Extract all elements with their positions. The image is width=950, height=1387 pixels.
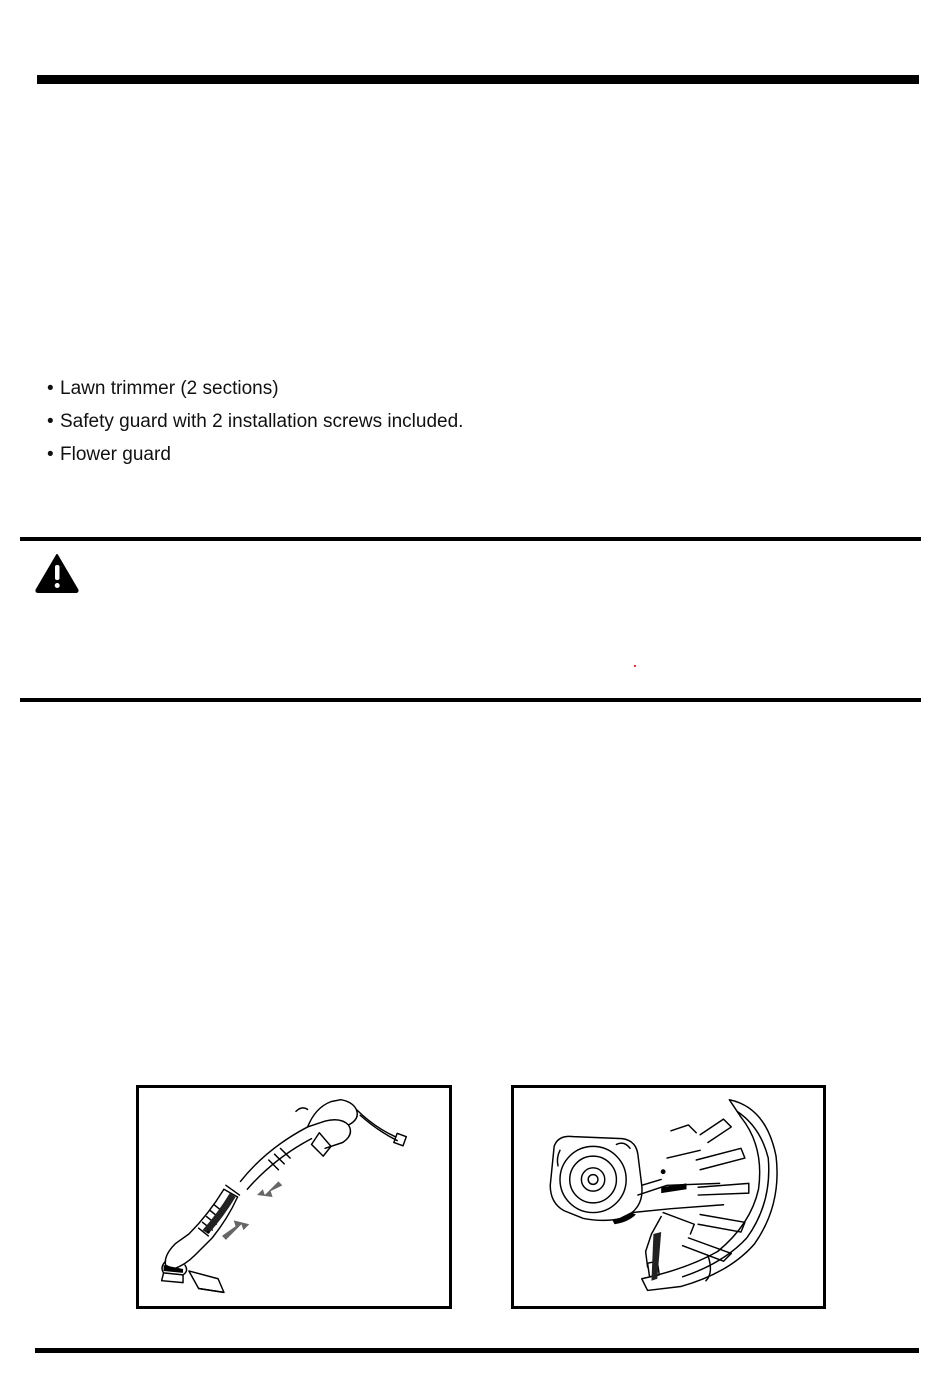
safety-guard-drawing [514,1088,823,1306]
warning-top-rule [20,537,921,541]
warning-triangle-icon [35,553,79,593]
safety-guard-figure [511,1085,826,1309]
list-item [47,372,463,405]
package-contents-list [47,372,463,471]
list-item-text: Lawn trimmer (2 sections) [60,378,279,399]
bullet: • [47,378,54,399]
trimmer-sections-drawing [139,1088,449,1306]
top-rule [37,75,919,84]
list-item [47,438,463,471]
list-item-text: Flower guard [60,444,171,465]
list-item-text: Safety guard with 2 installation screws included. [60,411,464,432]
red-dot [634,665,636,667]
bullet: • [47,444,54,465]
trimmer-sections-figure [136,1085,452,1309]
warning-bottom-rule [20,698,921,702]
bullet: • [47,411,54,432]
bottom-rule [35,1348,919,1353]
list-item [47,405,463,438]
